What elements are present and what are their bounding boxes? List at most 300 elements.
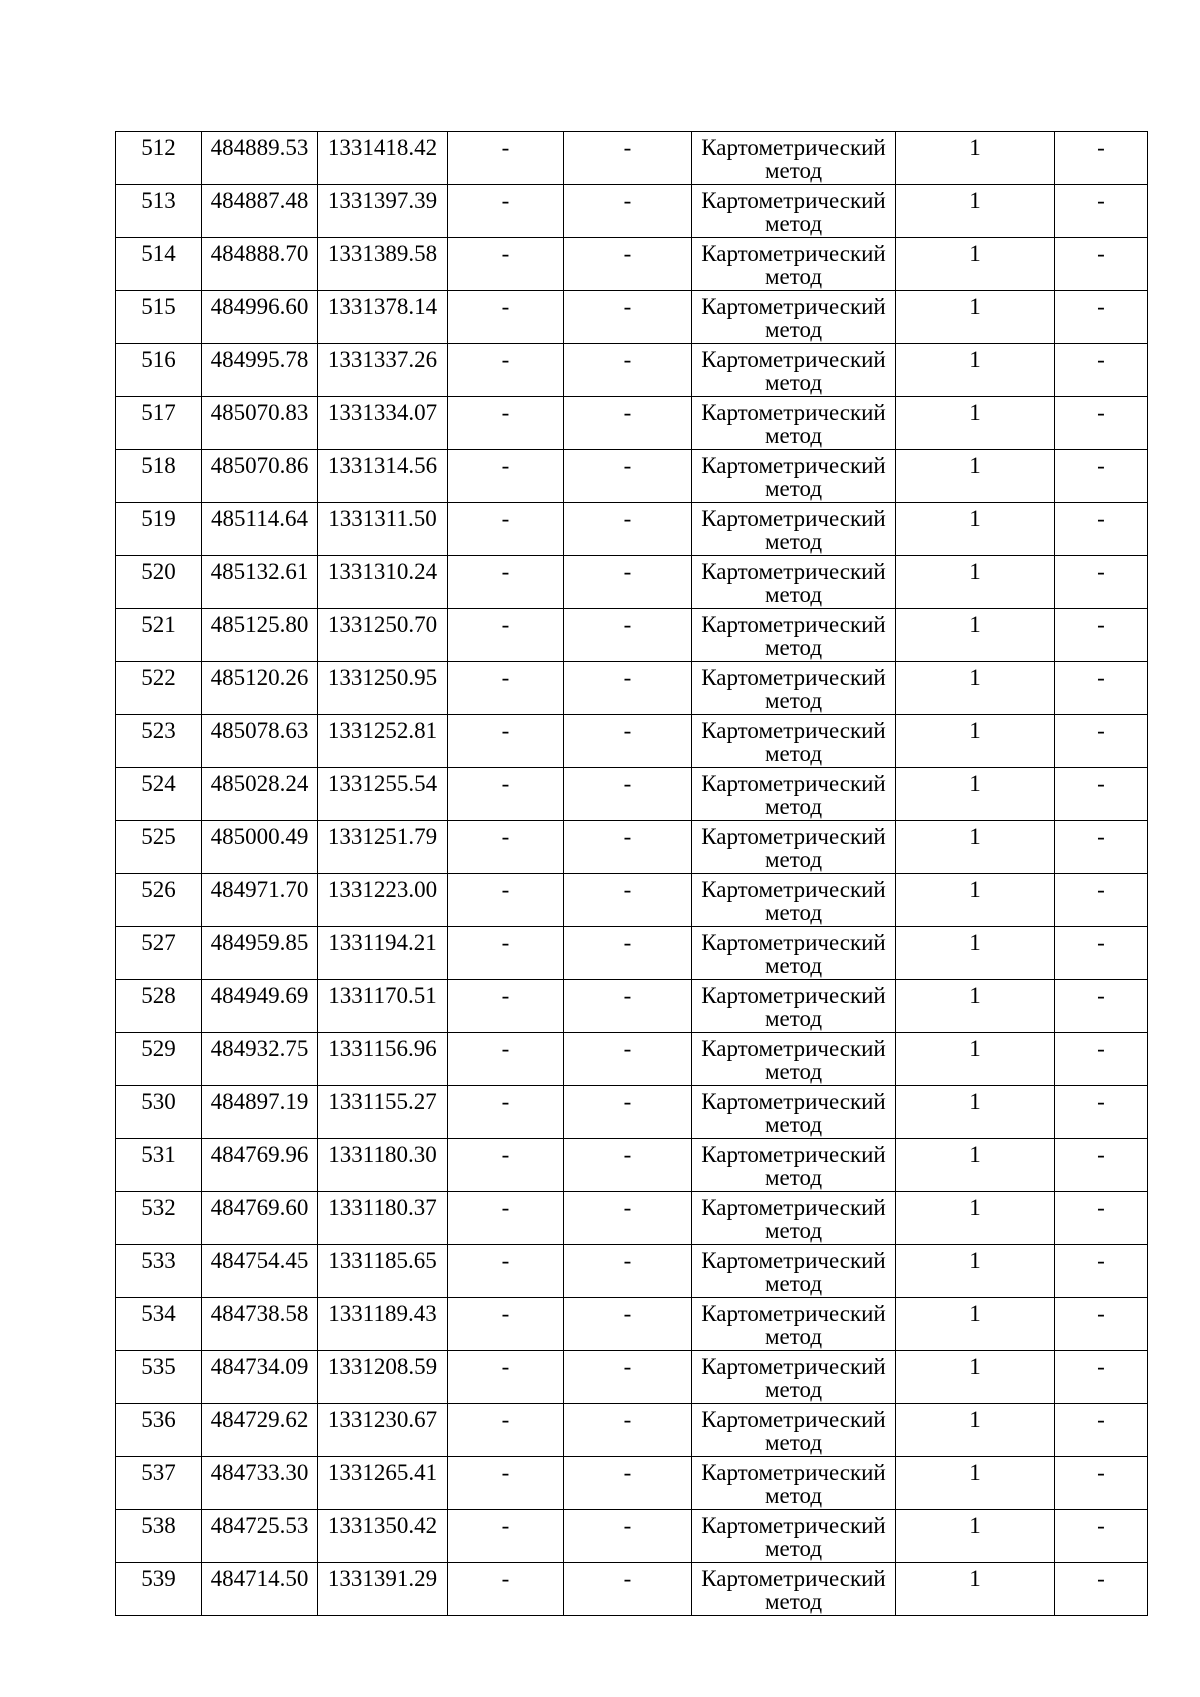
point-number-cell: 512 bbox=[116, 132, 202, 185]
x-coordinate-cell: 485120.26 bbox=[202, 662, 318, 715]
column-7-cell: 1 bbox=[896, 1563, 1055, 1616]
table-row bbox=[116, 291, 1148, 344]
column-8-cell: - bbox=[1055, 185, 1148, 238]
table-row bbox=[116, 1510, 1148, 1563]
column-7-cell: 1 bbox=[896, 1404, 1055, 1457]
column-7-cell: 1 bbox=[896, 980, 1055, 1033]
point-number-cell: 514 bbox=[116, 238, 202, 291]
table-row bbox=[116, 503, 1148, 556]
method-name-line1: Картометрический bbox=[701, 1460, 886, 1485]
y-coordinate-cell: 1331391.29 bbox=[318, 1563, 448, 1616]
point-number-cell: 523 bbox=[116, 715, 202, 768]
table-row bbox=[116, 1245, 1148, 1298]
method-name-line2: метод bbox=[764, 1006, 823, 1031]
table-row bbox=[116, 1033, 1148, 1086]
method-cell bbox=[692, 1245, 896, 1298]
column-5-cell: - bbox=[564, 927, 692, 980]
column-4-cell: - bbox=[448, 450, 564, 503]
column-4-cell: - bbox=[448, 397, 564, 450]
method-name-line2: метод bbox=[764, 953, 823, 978]
x-coordinate-cell: 484995.78 bbox=[202, 344, 318, 397]
column-8-cell: - bbox=[1055, 238, 1148, 291]
table-row bbox=[116, 238, 1148, 291]
table-row bbox=[116, 1457, 1148, 1510]
x-coordinate-cell: 484949.69 bbox=[202, 980, 318, 1033]
column-7-cell: 1 bbox=[896, 1245, 1055, 1298]
column-5-cell: - bbox=[564, 1351, 692, 1404]
column-5-cell: - bbox=[564, 1457, 692, 1510]
point-number-cell: 531 bbox=[116, 1139, 202, 1192]
method-name-line2: метод bbox=[764, 423, 823, 448]
point-number-cell: 539 bbox=[116, 1563, 202, 1616]
column-7-cell: 1 bbox=[896, 556, 1055, 609]
point-number-cell: 529 bbox=[116, 1033, 202, 1086]
method-cell bbox=[692, 1139, 896, 1192]
method-cell bbox=[692, 1298, 896, 1351]
column-7-cell: 1 bbox=[896, 821, 1055, 874]
table-row bbox=[116, 927, 1148, 980]
column-5-cell: - bbox=[564, 1033, 692, 1086]
method-name-line1: Картометрический bbox=[701, 294, 886, 319]
point-number-cell: 515 bbox=[116, 291, 202, 344]
y-coordinate-cell: 1331185.65 bbox=[318, 1245, 448, 1298]
table-row bbox=[116, 1139, 1148, 1192]
table-row bbox=[116, 662, 1148, 715]
method-name-line2: метод bbox=[764, 1483, 823, 1508]
method-name-line1: Картометрический bbox=[701, 1566, 886, 1591]
column-5-cell: - bbox=[564, 1139, 692, 1192]
column-7-cell: 1 bbox=[896, 450, 1055, 503]
method-name-line2: метод bbox=[764, 529, 823, 554]
column-4-cell: - bbox=[448, 1351, 564, 1404]
method-name-line2: метод bbox=[764, 1324, 823, 1349]
method-name-line1: Картометрический bbox=[701, 347, 886, 372]
table-row bbox=[116, 874, 1148, 927]
method-name-line2: метод bbox=[764, 1271, 823, 1296]
point-number-cell: 524 bbox=[116, 768, 202, 821]
column-7-cell: 1 bbox=[896, 1351, 1055, 1404]
column-4-cell: - bbox=[448, 1457, 564, 1510]
point-number-cell: 536 bbox=[116, 1404, 202, 1457]
method-cell bbox=[692, 1351, 896, 1404]
method-name-line2: метод bbox=[764, 847, 823, 872]
method-cell bbox=[692, 185, 896, 238]
point-number-cell: 535 bbox=[116, 1351, 202, 1404]
method-name-line1: Картометрический bbox=[701, 1248, 886, 1273]
column-4-cell: - bbox=[448, 1298, 564, 1351]
method-name-line2: метод bbox=[764, 476, 823, 501]
method-name-line2: метод bbox=[764, 211, 823, 236]
column-4-cell: - bbox=[448, 768, 564, 821]
method-name-line1: Картометрический bbox=[701, 771, 886, 796]
column-7-cell: 1 bbox=[896, 1086, 1055, 1139]
y-coordinate-cell: 1331250.70 bbox=[318, 609, 448, 662]
y-coordinate-cell: 1331255.54 bbox=[318, 768, 448, 821]
method-cell bbox=[692, 662, 896, 715]
x-coordinate-cell: 484769.96 bbox=[202, 1139, 318, 1192]
column-5-cell: - bbox=[564, 609, 692, 662]
method-cell bbox=[692, 1563, 896, 1616]
method-name-line1: Картометрический bbox=[701, 1142, 886, 1167]
x-coordinate-cell: 484887.48 bbox=[202, 185, 318, 238]
y-coordinate-cell: 1331189.43 bbox=[318, 1298, 448, 1351]
y-coordinate-cell: 1331334.07 bbox=[318, 397, 448, 450]
method-cell bbox=[692, 450, 896, 503]
method-name-line2: метод bbox=[764, 635, 823, 660]
point-number-cell: 521 bbox=[116, 609, 202, 662]
y-coordinate-cell: 1331251.79 bbox=[318, 821, 448, 874]
method-name-line1: Картометрический bbox=[701, 453, 886, 478]
column-8-cell: - bbox=[1055, 132, 1148, 185]
method-name-line1: Картометрический bbox=[701, 1301, 886, 1326]
method-cell bbox=[692, 927, 896, 980]
method-name-line2: метод bbox=[764, 688, 823, 713]
column-4-cell: - bbox=[448, 609, 564, 662]
column-5-cell: - bbox=[564, 768, 692, 821]
method-cell bbox=[692, 238, 896, 291]
method-cell bbox=[692, 291, 896, 344]
column-8-cell: - bbox=[1055, 344, 1148, 397]
column-5-cell: - bbox=[564, 185, 692, 238]
y-coordinate-cell: 1331230.67 bbox=[318, 1404, 448, 1457]
column-7-cell: 1 bbox=[896, 1033, 1055, 1086]
column-5-cell: - bbox=[564, 1086, 692, 1139]
x-coordinate-cell: 484889.53 bbox=[202, 132, 318, 185]
column-5-cell: - bbox=[564, 291, 692, 344]
column-7-cell: 1 bbox=[896, 503, 1055, 556]
method-name-line1: Картометрический bbox=[701, 506, 886, 531]
column-5-cell: - bbox=[564, 821, 692, 874]
column-4-cell: - bbox=[448, 1404, 564, 1457]
column-8-cell: - bbox=[1055, 980, 1148, 1033]
method-cell bbox=[692, 344, 896, 397]
column-4-cell: - bbox=[448, 1245, 564, 1298]
x-coordinate-cell: 485000.49 bbox=[202, 821, 318, 874]
table-row bbox=[116, 768, 1148, 821]
column-4-cell: - bbox=[448, 1086, 564, 1139]
point-number-cell: 532 bbox=[116, 1192, 202, 1245]
method-name-line1: Картометрический bbox=[701, 1513, 886, 1538]
column-8-cell: - bbox=[1055, 1298, 1148, 1351]
table-row bbox=[116, 450, 1148, 503]
method-name-line1: Картометрический bbox=[701, 1195, 886, 1220]
column-7-cell: 1 bbox=[896, 344, 1055, 397]
column-7-cell: 1 bbox=[896, 1139, 1055, 1192]
table-row bbox=[116, 1192, 1148, 1245]
point-number-cell: 533 bbox=[116, 1245, 202, 1298]
column-7-cell: 1 bbox=[896, 927, 1055, 980]
column-4-cell: - bbox=[448, 874, 564, 927]
method-name-line2: метод bbox=[764, 264, 823, 289]
table-row bbox=[116, 980, 1148, 1033]
column-7-cell: 1 bbox=[896, 874, 1055, 927]
y-coordinate-cell: 1331350.42 bbox=[318, 1510, 448, 1563]
x-coordinate-cell: 484754.45 bbox=[202, 1245, 318, 1298]
point-number-cell: 520 bbox=[116, 556, 202, 609]
column-7-cell: 1 bbox=[896, 397, 1055, 450]
column-7-cell: 1 bbox=[896, 662, 1055, 715]
column-4-cell: - bbox=[448, 980, 564, 1033]
column-8-cell: - bbox=[1055, 1351, 1148, 1404]
y-coordinate-cell: 1331311.50 bbox=[318, 503, 448, 556]
column-7-cell: 1 bbox=[896, 1192, 1055, 1245]
method-name-line2: метод bbox=[764, 370, 823, 395]
y-coordinate-cell: 1331314.56 bbox=[318, 450, 448, 503]
column-4-cell: - bbox=[448, 556, 564, 609]
method-name-line1: Картометрический bbox=[701, 930, 886, 955]
method-name-line1: Картометрический bbox=[701, 612, 886, 637]
column-8-cell: - bbox=[1055, 1563, 1148, 1616]
method-name-line1: Картометрический bbox=[701, 1354, 886, 1379]
column-8-cell: - bbox=[1055, 609, 1148, 662]
y-coordinate-cell: 1331265.41 bbox=[318, 1457, 448, 1510]
y-coordinate-cell: 1331378.14 bbox=[318, 291, 448, 344]
y-coordinate-cell: 1331337.26 bbox=[318, 344, 448, 397]
method-name-line2: метод bbox=[764, 900, 823, 925]
column-4-cell: - bbox=[448, 1563, 564, 1616]
point-number-cell: 525 bbox=[116, 821, 202, 874]
table-row bbox=[116, 556, 1148, 609]
column-8-cell: - bbox=[1055, 1457, 1148, 1510]
column-8-cell: - bbox=[1055, 450, 1148, 503]
column-8-cell: - bbox=[1055, 397, 1148, 450]
column-4-cell: - bbox=[448, 344, 564, 397]
column-8-cell: - bbox=[1055, 1139, 1148, 1192]
column-7-cell: 1 bbox=[896, 609, 1055, 662]
column-4-cell: - bbox=[448, 185, 564, 238]
column-8-cell: - bbox=[1055, 874, 1148, 927]
column-5-cell: - bbox=[564, 662, 692, 715]
point-number-cell: 537 bbox=[116, 1457, 202, 1510]
column-7-cell: 1 bbox=[896, 132, 1055, 185]
method-cell bbox=[692, 1033, 896, 1086]
column-7-cell: 1 bbox=[896, 1298, 1055, 1351]
method-cell bbox=[692, 1457, 896, 1510]
column-4-cell: - bbox=[448, 927, 564, 980]
point-number-cell: 538 bbox=[116, 1510, 202, 1563]
column-5-cell: - bbox=[564, 344, 692, 397]
method-name-line2: метод bbox=[764, 1536, 823, 1561]
x-coordinate-cell: 484733.30 bbox=[202, 1457, 318, 1510]
table-row bbox=[116, 344, 1148, 397]
method-name-line1: Картометрический bbox=[701, 983, 886, 1008]
column-8-cell: - bbox=[1055, 1245, 1148, 1298]
column-5-cell: - bbox=[564, 715, 692, 768]
x-coordinate-cell: 484725.53 bbox=[202, 1510, 318, 1563]
column-5-cell: - bbox=[564, 1404, 692, 1457]
table-body bbox=[116, 132, 1148, 1616]
method-name-line1: Картометрический bbox=[701, 241, 886, 266]
column-7-cell: 1 bbox=[896, 1510, 1055, 1563]
x-coordinate-cell: 484734.09 bbox=[202, 1351, 318, 1404]
column-5-cell: - bbox=[564, 1510, 692, 1563]
column-8-cell: - bbox=[1055, 1086, 1148, 1139]
method-cell bbox=[692, 132, 896, 185]
table-row bbox=[116, 397, 1148, 450]
method-name-line1: Картометрический bbox=[701, 400, 886, 425]
column-8-cell: - bbox=[1055, 927, 1148, 980]
column-8-cell: - bbox=[1055, 556, 1148, 609]
method-name-line2: метод bbox=[764, 741, 823, 766]
method-cell bbox=[692, 1192, 896, 1245]
method-name-line2: метод bbox=[764, 1430, 823, 1455]
y-coordinate-cell: 1331180.30 bbox=[318, 1139, 448, 1192]
y-coordinate-cell: 1331418.42 bbox=[318, 132, 448, 185]
y-coordinate-cell: 1331223.00 bbox=[318, 874, 448, 927]
method-name-line2: метод bbox=[764, 317, 823, 342]
x-coordinate-cell: 484996.60 bbox=[202, 291, 318, 344]
method-cell bbox=[692, 397, 896, 450]
column-5-cell: - bbox=[564, 556, 692, 609]
method-name-line1: Картометрический bbox=[701, 1407, 886, 1432]
method-name-line1: Картометрический bbox=[701, 188, 886, 213]
x-coordinate-cell: 485070.86 bbox=[202, 450, 318, 503]
method-cell bbox=[692, 609, 896, 662]
point-number-cell: 530 bbox=[116, 1086, 202, 1139]
x-coordinate-cell: 484714.50 bbox=[202, 1563, 318, 1616]
method-cell bbox=[692, 821, 896, 874]
column-4-cell: - bbox=[448, 662, 564, 715]
method-name-line1: Картометрический bbox=[701, 718, 886, 743]
column-4-cell: - bbox=[448, 1192, 564, 1245]
table-row bbox=[116, 1351, 1148, 1404]
x-coordinate-cell: 485132.61 bbox=[202, 556, 318, 609]
x-coordinate-cell: 484959.85 bbox=[202, 927, 318, 980]
column-4-cell: - bbox=[448, 238, 564, 291]
method-name-line2: метод bbox=[764, 1112, 823, 1137]
table-row bbox=[116, 1404, 1148, 1457]
point-number-cell: 528 bbox=[116, 980, 202, 1033]
point-number-cell: 517 bbox=[116, 397, 202, 450]
y-coordinate-cell: 1331389.58 bbox=[318, 238, 448, 291]
method-name-line2: метод bbox=[764, 1218, 823, 1243]
y-coordinate-cell: 1331155.27 bbox=[318, 1086, 448, 1139]
column-5-cell: - bbox=[564, 1298, 692, 1351]
column-5-cell: - bbox=[564, 1245, 692, 1298]
y-coordinate-cell: 1331170.51 bbox=[318, 980, 448, 1033]
y-coordinate-cell: 1331397.39 bbox=[318, 185, 448, 238]
column-8-cell: - bbox=[1055, 1510, 1148, 1563]
column-4-cell: - bbox=[448, 291, 564, 344]
method-cell bbox=[692, 1404, 896, 1457]
y-coordinate-cell: 1331208.59 bbox=[318, 1351, 448, 1404]
column-4-cell: - bbox=[448, 1033, 564, 1086]
column-5-cell: - bbox=[564, 503, 692, 556]
method-name-line1: Картометрический bbox=[701, 877, 886, 902]
column-4-cell: - bbox=[448, 503, 564, 556]
column-7-cell: 1 bbox=[896, 291, 1055, 344]
method-name-line1: Картометрический bbox=[701, 135, 886, 160]
y-coordinate-cell: 1331156.96 bbox=[318, 1033, 448, 1086]
method-name-line2: метод bbox=[764, 1165, 823, 1190]
column-8-cell: - bbox=[1055, 1404, 1148, 1457]
x-coordinate-cell: 484738.58 bbox=[202, 1298, 318, 1351]
y-coordinate-cell: 1331250.95 bbox=[318, 662, 448, 715]
method-name-line2: метод bbox=[764, 1377, 823, 1402]
method-cell bbox=[692, 556, 896, 609]
method-name-line1: Картометрический bbox=[701, 824, 886, 849]
method-name-line2: метод bbox=[764, 158, 823, 183]
column-7-cell: 1 bbox=[896, 715, 1055, 768]
column-5-cell: - bbox=[564, 238, 692, 291]
column-5-cell: - bbox=[564, 1563, 692, 1616]
column-5-cell: - bbox=[564, 1192, 692, 1245]
point-number-cell: 534 bbox=[116, 1298, 202, 1351]
method-cell bbox=[692, 768, 896, 821]
x-coordinate-cell: 485070.83 bbox=[202, 397, 318, 450]
point-number-cell: 518 bbox=[116, 450, 202, 503]
point-number-cell: 519 bbox=[116, 503, 202, 556]
x-coordinate-cell: 484897.19 bbox=[202, 1086, 318, 1139]
column-5-cell: - bbox=[564, 874, 692, 927]
coordinates-table bbox=[115, 131, 1148, 1616]
column-5-cell: - bbox=[564, 450, 692, 503]
method-cell bbox=[692, 503, 896, 556]
x-coordinate-cell: 485078.63 bbox=[202, 715, 318, 768]
column-4-cell: - bbox=[448, 821, 564, 874]
column-8-cell: - bbox=[1055, 1033, 1148, 1086]
x-coordinate-cell: 485114.64 bbox=[202, 503, 318, 556]
column-7-cell: 1 bbox=[896, 1457, 1055, 1510]
method-name-line1: Картометрический bbox=[701, 1036, 886, 1061]
column-7-cell: 1 bbox=[896, 185, 1055, 238]
table-row bbox=[116, 1086, 1148, 1139]
table-row bbox=[116, 609, 1148, 662]
x-coordinate-cell: 484888.70 bbox=[202, 238, 318, 291]
point-number-cell: 522 bbox=[116, 662, 202, 715]
x-coordinate-cell: 484971.70 bbox=[202, 874, 318, 927]
column-4-cell: - bbox=[448, 1510, 564, 1563]
column-7-cell: 1 bbox=[896, 238, 1055, 291]
point-number-cell: 516 bbox=[116, 344, 202, 397]
method-name-line1: Картометрический bbox=[701, 665, 886, 690]
x-coordinate-cell: 484769.60 bbox=[202, 1192, 318, 1245]
column-5-cell: - bbox=[564, 132, 692, 185]
y-coordinate-cell: 1331310.24 bbox=[318, 556, 448, 609]
x-coordinate-cell: 484729.62 bbox=[202, 1404, 318, 1457]
point-number-cell: 526 bbox=[116, 874, 202, 927]
method-cell bbox=[692, 874, 896, 927]
column-4-cell: - bbox=[448, 1139, 564, 1192]
table-row bbox=[116, 715, 1148, 768]
column-8-cell: - bbox=[1055, 768, 1148, 821]
column-8-cell: - bbox=[1055, 715, 1148, 768]
method-cell bbox=[692, 715, 896, 768]
column-5-cell: - bbox=[564, 980, 692, 1033]
method-cell bbox=[692, 1510, 896, 1563]
table-row bbox=[116, 821, 1148, 874]
point-number-cell: 527 bbox=[116, 927, 202, 980]
method-name-line2: метод bbox=[764, 582, 823, 607]
x-coordinate-cell: 485125.80 bbox=[202, 609, 318, 662]
method-name-line2: метод bbox=[764, 1059, 823, 1084]
method-cell bbox=[692, 1086, 896, 1139]
column-8-cell: - bbox=[1055, 1192, 1148, 1245]
method-cell bbox=[692, 980, 896, 1033]
y-coordinate-cell: 1331180.37 bbox=[318, 1192, 448, 1245]
x-coordinate-cell: 484932.75 bbox=[202, 1033, 318, 1086]
table-row bbox=[116, 1563, 1148, 1616]
column-5-cell: - bbox=[564, 397, 692, 450]
y-coordinate-cell: 1331194.21 bbox=[318, 927, 448, 980]
table-row bbox=[116, 132, 1148, 185]
table-row bbox=[116, 1298, 1148, 1351]
column-8-cell: - bbox=[1055, 662, 1148, 715]
column-4-cell: - bbox=[448, 715, 564, 768]
column-8-cell: - bbox=[1055, 503, 1148, 556]
y-coordinate-cell: 1331252.81 bbox=[318, 715, 448, 768]
column-4-cell: - bbox=[448, 132, 564, 185]
